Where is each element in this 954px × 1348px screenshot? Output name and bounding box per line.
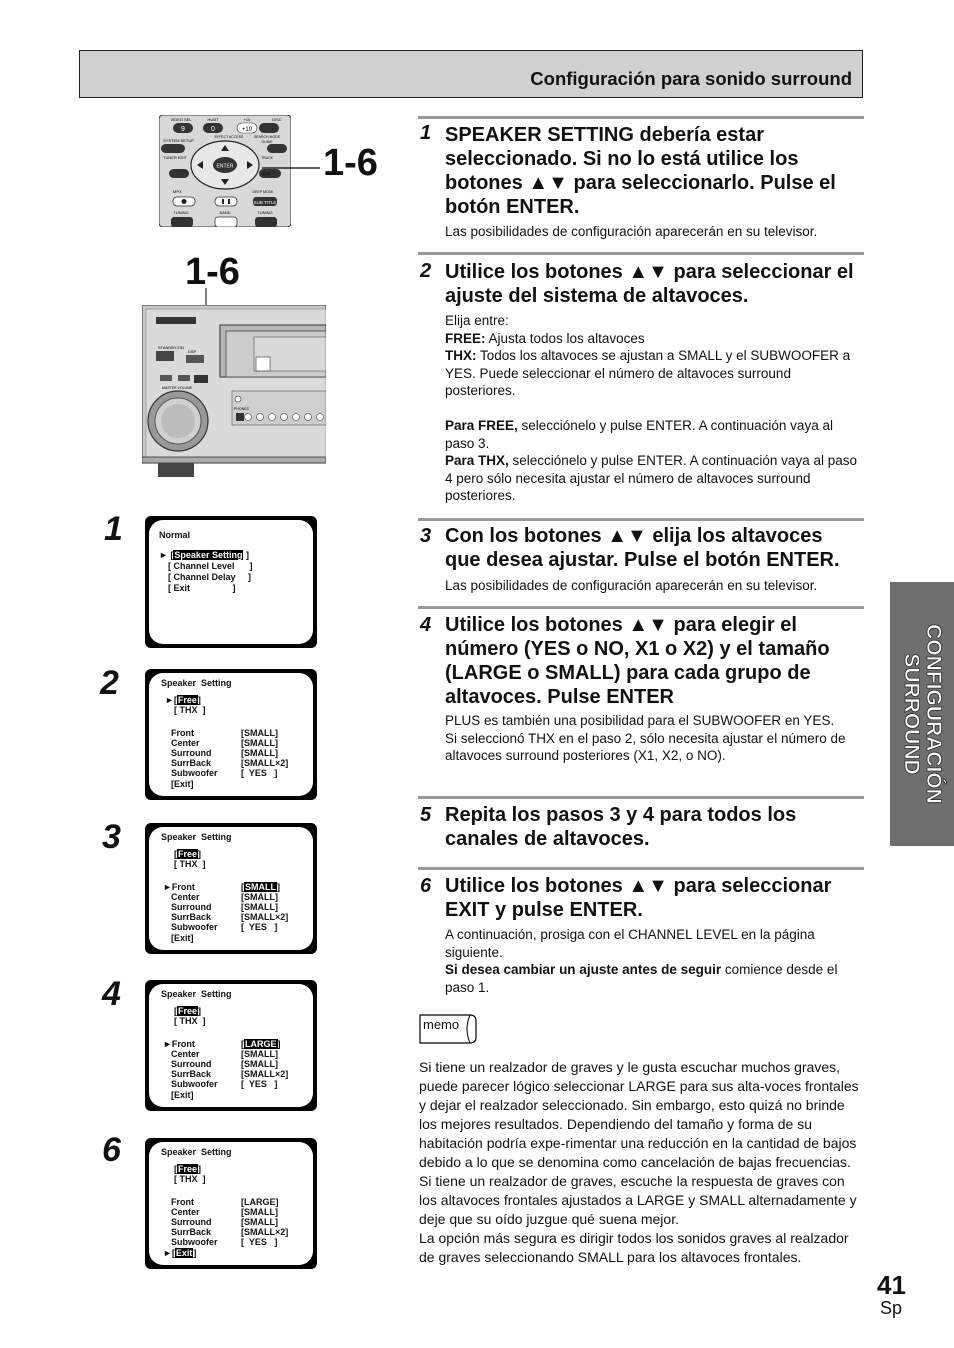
remote-label-deepmode: DEEP MODE: [252, 190, 274, 194]
screen-6-number: 6: [102, 1131, 121, 1169]
screen-2-number: 2: [100, 664, 119, 702]
screen-4-row-value: [SMALL]: [241, 1049, 278, 1059]
side-tab-line1: CONFIGURACIÓN: [922, 624, 945, 804]
screen-6-exit: ►[Exit]: [163, 1248, 197, 1258]
divider: [418, 606, 864, 609]
screen-3-row-value: [SMALL×2]: [241, 912, 289, 922]
step-2-number: 2: [420, 260, 432, 282]
screen-4-row-value: [SMALL×2]: [241, 1069, 289, 1079]
screen-3-mode-free: [Free]: [174, 849, 202, 859]
step-1-number: 1: [420, 122, 432, 144]
step-4-title: Utilice los botones ▲▼ para elegir el número (YES o NO, X1 o X2) y el tamaño (LARGE o SMALL) para cada grupo de altavoces. Pulse ENTER: [445, 614, 830, 708]
tv-screen-1: [145, 516, 317, 648]
section-title: Configuración para sonido surround: [530, 68, 852, 89]
remote-label-band: BAND: [219, 210, 231, 215]
side-tab: [890, 582, 954, 846]
screen-3-row-name: SurrBack: [171, 912, 212, 922]
screen-2-mode-thx: [ THX ]: [174, 705, 206, 715]
step-3-title: Con los botones ▲▼ elija los altavoces que desea ajustar. Pulse el botón ENTER.: [445, 525, 840, 571]
screen-4-row-name: Center: [171, 1049, 200, 1059]
step-6-body-1: A continuación, prosiga con el CHANNEL LEVEL en la página siguiente.: [445, 927, 815, 960]
step-6-number: 6: [420, 875, 432, 897]
divider: [418, 796, 864, 799]
screen-3-row-value: [SMALL]: [241, 892, 278, 902]
memo-icon: [418, 1013, 478, 1045]
screen-2-row-value: [ YES ]: [241, 768, 278, 778]
step-6-title: Utilice los botones ▲▼ para seleccionar EXIT y pulse ENTER.: [445, 875, 832, 921]
screen-2-exit: [Exit]: [171, 779, 194, 789]
receiver-callout-label: 1-6: [185, 251, 240, 293]
screen-4-mode-free: [Free]: [174, 1006, 202, 1016]
remote-label-mpx: MPX: [173, 189, 182, 194]
receiver-label-volume: MASTER VOLUME: [162, 386, 193, 390]
screen-3-row-name: Subwoofer: [171, 922, 218, 932]
screen-6-row-name: SurrBack: [171, 1227, 212, 1237]
step-6-body: [445, 926, 863, 996]
side-tab-label: [900, 624, 944, 804]
step-5-title: Repita los pasos 3 y 4 para todos los canales de altavoces.: [445, 804, 797, 850]
remote-label-videosel: VIDEO SEL: [170, 117, 192, 122]
receiver-label-dsp: DSP: [188, 349, 197, 354]
remote-label-tuning-right: TUNING: [257, 210, 273, 215]
screen-4-row-value: [LARGE]: [241, 1039, 281, 1049]
remote-label-tuning-left: TUNING: [173, 210, 189, 215]
screen-2-row-name: Subwoofer: [171, 768, 218, 778]
screen-3-row-value: [SMALL]: [241, 902, 278, 912]
remote-button-plus10: +10: [241, 127, 253, 133]
screen-6-title: Speaker Setting: [161, 1147, 232, 1157]
step-4-body: [445, 712, 863, 765]
screen-4-exit: [Exit]: [171, 1090, 194, 1100]
screen-4-row-name: SurrBack: [171, 1069, 212, 1079]
screen-4-mode-thx: [ THX ]: [174, 1016, 206, 1026]
remote-subtitle: SUB TITLE: [253, 200, 277, 205]
screen-2-row-value: [SMALL]: [241, 738, 278, 748]
screen-2-row-value: [SMALL×2]: [241, 758, 289, 768]
screen-3-title: Speaker Setting: [161, 832, 232, 842]
step-1-body: Las posibilidades de configuración aparecerán en su televisor.: [445, 224, 818, 239]
step-2-para-free: Para FREE, selecciónelo y pulse ENTER. A continuación vaya al paso 3.: [445, 418, 833, 451]
step-2-intro: Elija entre:: [445, 313, 509, 328]
screen-6-row-name: Center: [171, 1207, 200, 1217]
remote-label-tuner-edit: TUNER EDIT: [163, 155, 187, 160]
screen-3-row-value: [SMALL]: [241, 882, 280, 892]
screen-4-number: 4: [102, 975, 121, 1013]
remote-label-system-setup: SYSTEM SETUP: [163, 138, 194, 143]
screen-6-mode-free: [Free]: [174, 1164, 202, 1174]
screen-6-row-name: Subwoofer: [171, 1237, 218, 1247]
screen-2-mode-free: ►[Free]: [165, 695, 201, 705]
screen-6-row-value: [SMALL]: [241, 1217, 278, 1227]
remote-leader-line: [262, 150, 322, 180]
screen-3-row-name: Center: [171, 892, 200, 902]
remote-callout-label: 1-6: [323, 142, 378, 184]
screen-6-row-value: [SMALL]: [241, 1207, 278, 1217]
memo-paragraph-1: Si tiene un realzador de graves y le gusta escuchar muchos graves, puede parecer lógico seleccionar LARGE para sus alta-voces frontales y dejar el realzador seleccionado. Sin embargo, esto quizá no brinde los mejores resultados. Dependiendo del tamaño y forma de su habitación podría expe-rimentar una reducción en la cantidad de bajos debido a lo que se denomina como cancelación de bajas frecuencias. Si tiene un realzador de graves, escuche la respuesta de graves con los altavoces frontales ajustados a LARGE y SMALL alternadamente y deje que su oído juzgue qué suena mejor.: [419, 1059, 859, 1227]
screen-3-exit: [Exit]: [171, 933, 194, 943]
step-1-title: SPEAKER SETTING debería estar seleccionado. Si no lo está utilice los botones ▲▼ para seleccionarlo. Pulse el botón ENTER.: [445, 124, 836, 218]
page-number: 41: [877, 1270, 906, 1300]
screen-4-row-name: ►Front: [163, 1039, 195, 1049]
screen-3-row-name: ►Front: [163, 882, 195, 892]
step-4-number: 4: [420, 614, 432, 636]
tv-screen-4: [145, 980, 317, 1111]
screen-1-line-1: ► [Speaker Setting ]: [159, 550, 249, 560]
screen-3-row-name: Surround: [171, 902, 212, 912]
remote-label-hubt: HUBT: [207, 117, 219, 122]
screen-1-line-4: [ Exit ]: [168, 583, 236, 593]
step-3-body: Las posibilidades de configuración aparecerán en su televisor.: [445, 578, 818, 593]
divider: [418, 867, 864, 870]
remote-label-disc: DISC: [272, 117, 282, 122]
tv-screen-2: [145, 669, 317, 800]
screen-3-row-value: [ YES ]: [241, 922, 278, 932]
step-5-number: 5: [420, 804, 432, 826]
screen-6-row-name: Front: [171, 1197, 194, 1207]
screen-1-line-3: [ Channel Delay ]: [168, 572, 252, 582]
memo-paragraph-2: La opción más segura es dirigir todos los sonidos graves al realzador de graves seleccionando SMALL para los altavoces frontales.: [419, 1230, 849, 1265]
divider: [418, 116, 864, 119]
receiver-illustration: [142, 305, 326, 483]
screen-4-row-name: Subwoofer: [171, 1079, 218, 1089]
section-header: [79, 50, 863, 98]
tv-screen-6: [145, 1138, 317, 1269]
remote-enter: ENTER: [216, 163, 234, 170]
step-6-body-2: Si desea cambiar un ajuste antes de seguir comience desde el paso 1.: [445, 962, 838, 995]
tv-screen-3: [145, 823, 317, 954]
side-tab-line2: SURROUND: [900, 653, 923, 775]
screen-2-row-name: Front: [171, 728, 194, 738]
screen-2-row-name: Center: [171, 738, 200, 748]
screen-2-row-value: [SMALL]: [241, 728, 278, 738]
page-language: Sp: [880, 1298, 903, 1318]
step-3-number: 3: [420, 525, 432, 547]
screen-6-row-value: [LARGE]: [241, 1197, 279, 1207]
step-2-title: Utilice los botones ▲▼ para seleccionar el ajuste del sistema de altavoces.: [445, 261, 854, 307]
memo-text: [419, 1058, 865, 1267]
step-4-body-2: Si seleccionó THX en el paso 2, sólo necesita ajustar el número de altavoces surround posteriores (X1, X2, o NO).: [445, 730, 846, 763]
screen-4-row-value: [ YES ]: [241, 1079, 278, 1089]
remote-button-9: 9: [181, 126, 185, 133]
screen-1-title: Normal: [159, 530, 191, 540]
screen-2-row-name: Surround: [171, 748, 212, 758]
screen-2-row-value: [SMALL]: [241, 748, 278, 758]
screen-2-title: Speaker Setting: [161, 678, 232, 688]
divider: [418, 252, 864, 255]
screen-6-row-value: [ YES ]: [241, 1237, 278, 1247]
screen-6-row-name: Surround: [171, 1217, 212, 1227]
memo-label: memo: [423, 1017, 460, 1032]
screen-4-row-name: Surround: [171, 1059, 212, 1069]
screen-4-row-value: [SMALL]: [241, 1059, 278, 1069]
remote-label-effect: EFFECT ACCESS: [214, 135, 244, 139]
step-2-para-thx: Para THX, selecciónelo y pulse ENTER. A continuación vaya al paso 4 pero sólo necesita ajustar el número de altavoces surround posteriores.: [445, 453, 857, 503]
divider: [418, 518, 864, 521]
screen-4-title: Speaker Setting: [161, 989, 232, 999]
screen-1-line-2: [ Channel Level ]: [168, 561, 253, 571]
remote-label-search: SEARCH MODE: [253, 135, 281, 139]
remote-label-exit: EXIT: [263, 172, 271, 176]
step-4-body-1: PLUS es también una posibilidad para el SUBWOOFER en YES.: [445, 713, 835, 728]
remote-button-0: 0: [211, 126, 215, 133]
screen-6-row-value: [SMALL×2]: [241, 1227, 289, 1237]
receiver-label-phones: PHONES: [234, 407, 249, 411]
screen-3-number: 3: [102, 818, 121, 856]
screen-1-number: 1: [104, 510, 123, 548]
step-2-body: [445, 312, 863, 505]
receiver-label-standby: STANDBY/ON: [158, 345, 184, 350]
screen-3-mode-thx: [ THX ]: [174, 859, 206, 869]
remote-label-guide: GUIDE: [261, 140, 273, 144]
receiver-svg: [142, 305, 326, 483]
screen-6-mode-thx: [ THX ]: [174, 1174, 206, 1184]
step-2-thx: THX: Todos los altavoces se ajustan a SMALL y el SUBWOOFER a YES. Puede seleccionar el número de altavoces surround posteriores.: [445, 348, 851, 398]
step-2-free: FREE: Ajusta todos los altavoces: [445, 330, 645, 346]
screen-2-row-name: SurrBack: [171, 758, 212, 768]
remote-label-plus10: +10: [243, 117, 251, 122]
remote-label-track: TRACK: [261, 156, 273, 160]
